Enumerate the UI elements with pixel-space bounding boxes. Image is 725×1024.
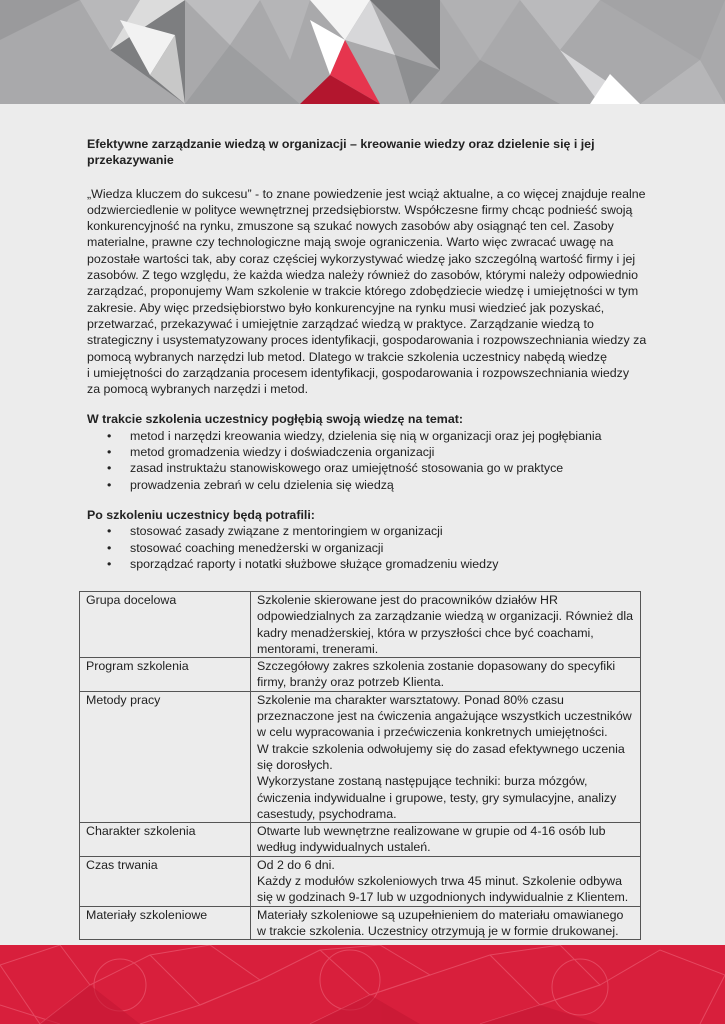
intro-line: strategiczny i usystematyzowany proces identyfikacji, gospodarowania i rozpowszechniania wiedzy za <box>87 333 647 348</box>
table-row <box>80 691 641 822</box>
list-item: • sporządzać raporty i notatki służbowe służące gromadzeniu wiedzy <box>87 556 647 572</box>
training-info-table <box>79 591 641 940</box>
table-value-cell <box>251 906 641 940</box>
cell-line: casestudy, psychodrama. <box>257 806 397 821</box>
intro-line: zarządzać, proponujemy Wam szkolenie w trakcie którego zdobędziecie wiedzę i umiejętności w tym <box>87 284 639 299</box>
table-label-cell: Program szkolenia <box>80 658 251 692</box>
cell-line: kadry menadżerskiej, która w przyszłości chce być coachami, <box>257 625 594 640</box>
cell-line: Wykorzystane zostaną następujące techniki: burza mózgów, <box>257 774 588 789</box>
cell-line: Materiały szkoleniowe są uzupełnieniem do materiału omawianego <box>257 907 624 922</box>
cell-line: W trakcie szkolenia odwołujemy się do zasad efektywnego uczenia <box>257 741 625 756</box>
list-item: • metod i narzędzi kreowania wiedzy, dzielenia się nią w organizacji oraz jej pogłębiania <box>87 428 647 444</box>
cell-line: według indywidualnych ustaleń. <box>257 840 431 855</box>
table-row <box>80 592 641 658</box>
intro-line: i umiejętności do zarządzania procesem identyfikacji, gospodarowania i rozpowszechniania wiedzy <box>87 365 630 380</box>
list-item: • stosować zasady związane z mentoringiem w organizacji <box>87 523 647 539</box>
table-row <box>80 856 641 906</box>
top-decorative-banner <box>0 0 725 104</box>
cell-line: w trakcie szkolenia. Uczestnicy otrzymują je w formie drukowanej. <box>257 923 619 938</box>
cell-line: firmy, branży oraz potrzeb Klienta. <box>257 675 445 690</box>
table-label-cell: Czas trwania <box>80 856 251 906</box>
intro-line: zasobów. Z tego względu, że każda wiedza należy również do zasobów, którymi należy odpowiednio <box>87 268 639 283</box>
geometric-pattern-graphic <box>0 0 725 104</box>
cell-line: Otwarte lub wewnętrzne realizowane w grupie od 4-16 osób lub <box>257 824 606 839</box>
list-item: • stosować coaching menedżerski w organizacji <box>87 540 647 556</box>
table-label-cell: Charakter szkolenia <box>80 823 251 857</box>
table-row <box>80 823 641 857</box>
bottom-decorative-banner <box>0 945 725 1024</box>
cell-line: mentorami, trenerami. <box>257 641 379 656</box>
table-label-cell: Materiały szkoleniowe <box>80 906 251 940</box>
intro-line: konkurencyjność na rynku, zmuszone są szukać nowych zasobów aby osiągnąć ten cel. Zasoby <box>87 219 614 234</box>
table-value-cell <box>251 691 641 822</box>
table-row <box>80 906 641 940</box>
intro-line: pozostałe wartości tak, aby coraz częściej wykorzystywać wiedzę jako szczególną wartość firmy i jej <box>87 251 636 266</box>
skills-heading: Po szkoleniu uczestnicy będą potrafili: <box>87 507 315 522</box>
table-value-cell <box>251 823 641 857</box>
cell-line: się w godzinach 9-17 lub w uzgodnionych indywidualnie z Klientem. <box>257 890 629 905</box>
skills-list <box>87 523 647 572</box>
intro-line: pomocą wybranych narzędzi lub metod. Dlatego w trakcie szkolenia uczestnicy nabędą wiedzę <box>87 349 607 364</box>
table-value-cell <box>251 856 641 906</box>
red-pattern-graphic <box>0 945 725 1024</box>
list-item: • zasad instruktażu stanowiskowego oraz umiejętność stosowania go w praktyce <box>87 460 647 476</box>
cell-line: Szkolenie ma charakter warsztatowy. Ponad 80% czasu <box>257 692 564 707</box>
cell-line: Szczegółowy zakres szkolenia zostanie dopasowany do specyfiki <box>257 659 616 674</box>
cell-line: odpowiedzialnych za zarządzanie wiedzą w organizacji. Również dla <box>257 609 634 624</box>
cell-line: Od 2 do 6 dni. <box>257 857 335 872</box>
document-body <box>87 136 647 586</box>
cell-line: Każdy z modułów szkoleniowych trwa 45 minut. Szkolenie odbywa <box>257 874 623 889</box>
cell-line: się dorosłych. <box>257 757 333 772</box>
intro-line: za pomocą wybranych narzędzi i metod. <box>87 382 309 397</box>
intro-line: „Wiedza kluczem do sukcesu” - to znane powiedzenie jest wciąż aktualne, a co więcej znajduje realne <box>87 186 646 201</box>
list-item: • prowadzenia zebrań w celu dzielenia się wiedzą <box>87 477 647 493</box>
table-label-cell: Grupa docelowa <box>80 592 251 658</box>
table-value-cell <box>251 658 641 692</box>
topics-list <box>87 428 647 493</box>
intro-line: zakresie. Aby więc przedsiębiorstwo było konkurencyjne na rynku musi wiedzieć jak pozyskać, <box>87 300 605 315</box>
topics-heading: W trakcie szkolenia uczestnicy pogłębią swoją wiedzę na temat: <box>87 412 463 427</box>
cell-line: ćwiczenia indywidualne i grupowe, testy, gry symulacyjne, analizy <box>257 790 617 805</box>
intro-line: przetwarzać, przekazywać i umiejętnie zarządzać wiedzą w praktyce. Zarządzanie wiedzą to <box>87 316 594 331</box>
list-item: • metod gromadzenia wiedzy i doświadczenia organizacji <box>87 444 647 460</box>
cell-line: Szkolenie skierowane jest do pracowników działów HR <box>257 593 558 607</box>
cell-line: przeznaczone jest na ćwiczenia angażujące wszystkich uczestników <box>257 709 632 724</box>
intro-line: odzwierciedlenie w polityce wewnętrznej przedsiębiorstw. Współczesne firmy chcąc podnieść swoją <box>87 202 633 217</box>
intro-line: materialne, prawne czy technologiczne mają swoje ograniczenia. Warto więc zwracać uwagę na <box>87 235 614 250</box>
table-label-cell: Metody pracy <box>80 691 251 822</box>
document-title: Efektywne zarządzanie wiedzą w organizacji – kreowanie wiedzy oraz dzielenie się i jej przekazywanie <box>87 137 595 168</box>
intro-paragraph <box>87 186 647 398</box>
cell-line: w celu wypracowania i przećwiczenia konkretnych umiejętności. <box>257 725 608 740</box>
table-row <box>80 658 641 692</box>
table-value-cell <box>251 592 641 658</box>
